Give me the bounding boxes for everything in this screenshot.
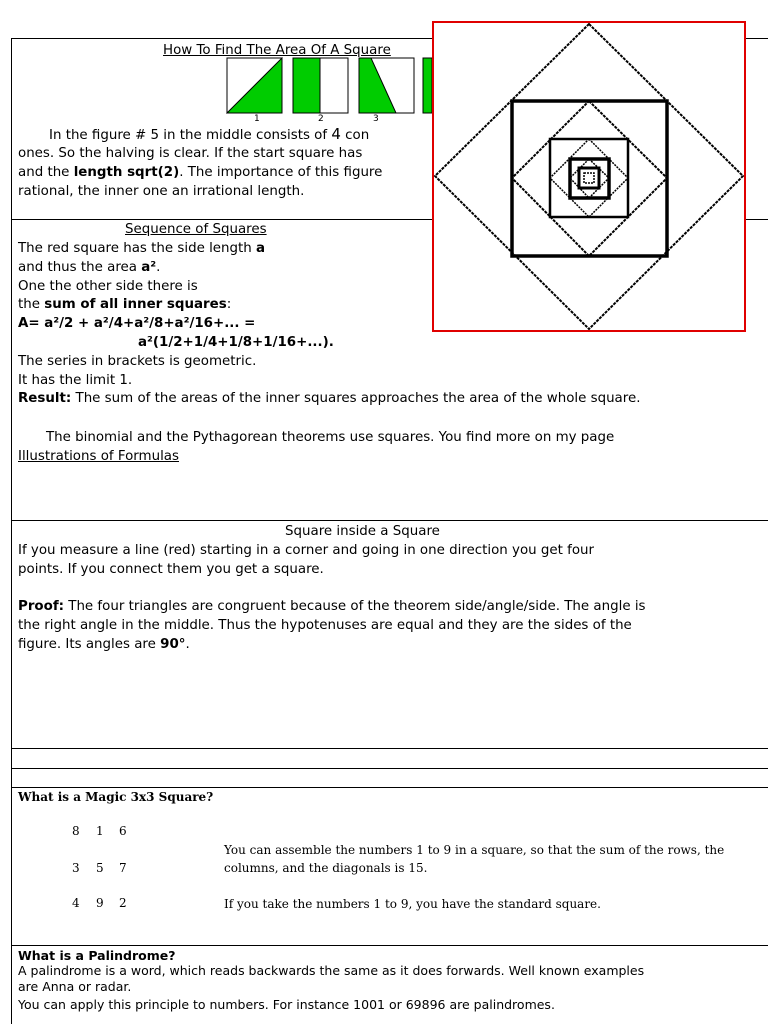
magic-cell: 4 — [72, 896, 80, 910]
section1-line3-c: . The importance of this figure — [179, 165, 383, 180]
section3-line2: points. If you connect them you get a square. — [18, 562, 324, 577]
divider-6 — [11, 945, 768, 946]
magic-cell: 2 — [119, 896, 127, 910]
divider-5 — [11, 787, 768, 788]
nested-squares-figure — [432, 21, 746, 332]
magic-cell: 1 — [96, 824, 104, 838]
divider-4 — [11, 768, 768, 769]
left-border — [11, 38, 12, 1024]
illustrations-link[interactable]: Illustrations of Formulas — [18, 449, 179, 464]
section2-line2-text: and thus the area — [18, 260, 137, 275]
proof-text-1: The four triangles are congruent because of the theorem side/angle/side. The angle is — [68, 599, 646, 614]
proof-angle: 90° — [160, 637, 186, 652]
section2-title: Sequence of Squares — [125, 222, 267, 237]
section2-result — [18, 390, 640, 407]
magic-cell: 7 — [119, 861, 127, 875]
proof-label: Proof: — [18, 599, 64, 614]
section2-line4 — [18, 296, 231, 313]
section2-line4-bold: sum of all inner squares — [44, 297, 227, 312]
divider-3 — [11, 748, 768, 749]
section1-line1-text: In the figure # 5 in the middle consists of — [49, 128, 328, 143]
magic-cell: 9 — [96, 896, 104, 910]
section2-binomial: The binomial and the Pythagorean theorems use squares. You find more on my page — [46, 430, 615, 445]
section2-formula-1: A= a²/2 + a²/4+a²/8+a²/16+... = — [18, 316, 256, 331]
proof-text-3: figure. Its angles are — [18, 637, 156, 652]
section5-line2: are Anna or radar. — [18, 979, 132, 994]
section1-line3-bold: length sqrt(2) — [73, 165, 180, 180]
magic-desc-2: columns, and the diagonals is 15. — [224, 861, 428, 875]
section1-line2: ones. So the halving is clear. If the start square has — [18, 146, 363, 161]
magic-cell: 8 — [72, 824, 80, 838]
section1-line1-num: 4 — [331, 125, 341, 143]
section3-proof-3 — [18, 636, 190, 653]
section1-line3 — [18, 164, 382, 181]
magic-desc-3: If you take the numbers 1 to 9, you have the standard square. — [224, 897, 601, 911]
section1-line1 — [49, 126, 369, 144]
divider-2 — [11, 520, 768, 521]
section1-title: How To Find The Area Of A Square — [163, 43, 391, 58]
section2-line1-text: The red square has the side length — [18, 241, 252, 256]
magic-cell: 6 — [119, 824, 127, 838]
section5-title: What is a Palindrome? — [18, 948, 176, 963]
result-label: Result: — [18, 391, 72, 406]
section2-line1-bold: a — [256, 241, 266, 256]
section1-line3-a: and the — [18, 165, 70, 180]
section2-formula-2: a²(1/2+1/4+1/8+1/16+...). — [138, 335, 334, 350]
section2-line7: The series in brackets is geometric. — [18, 354, 257, 369]
magic-cell: 3 — [72, 861, 80, 875]
figure-label-2: 2 — [318, 114, 324, 124]
section5-line1: A palindrome is a word, which reads backwards the same as it does forwards. Well known examples — [18, 963, 645, 978]
nested-squares-svg — [434, 23, 744, 330]
section5-line3: You can apply this principle to numbers. For instance 1001 or 69896 are palindromes. — [18, 997, 555, 1012]
section3-line1: If you measure a line (red) starting in a corner and going in one direction you get four — [18, 543, 595, 558]
result-text: The sum of the areas of the inner squares approaches the area of the whole square. — [75, 391, 641, 406]
figure-label-1: 1 — [254, 114, 260, 124]
section2-line2-bold: a² — [141, 260, 157, 275]
section2-line4-a: the — [18, 297, 40, 312]
section2-line2 — [18, 259, 160, 276]
section2-line1 — [18, 240, 265, 257]
section2-line3: One the other side there is — [18, 279, 198, 294]
section1-line1-rest: con — [345, 128, 370, 143]
magic-desc-1: You can assemble the numbers 1 to 9 in a square, so that the sum of the rows, the — [224, 843, 725, 857]
magic-cell: 5 — [96, 861, 104, 875]
section3-proof-1 — [18, 598, 646, 615]
section4-title: What is a Magic 3x3 Square? — [18, 790, 214, 804]
proof-end: . — [185, 637, 190, 652]
figure-label-3: 3 — [373, 114, 379, 124]
section2-line2-end: . — [156, 260, 161, 275]
section2-line8: It has the limit 1. — [18, 373, 133, 388]
section3-proof-2: the right angle in the middle. Thus the hypotenuses are equal and they are the sides of the — [18, 618, 632, 633]
section1-line4: rational, the inner one an irrational length. — [18, 184, 305, 199]
section2-line4-c: : — [226, 297, 232, 312]
section3-title: Square inside a Square — [285, 524, 440, 539]
